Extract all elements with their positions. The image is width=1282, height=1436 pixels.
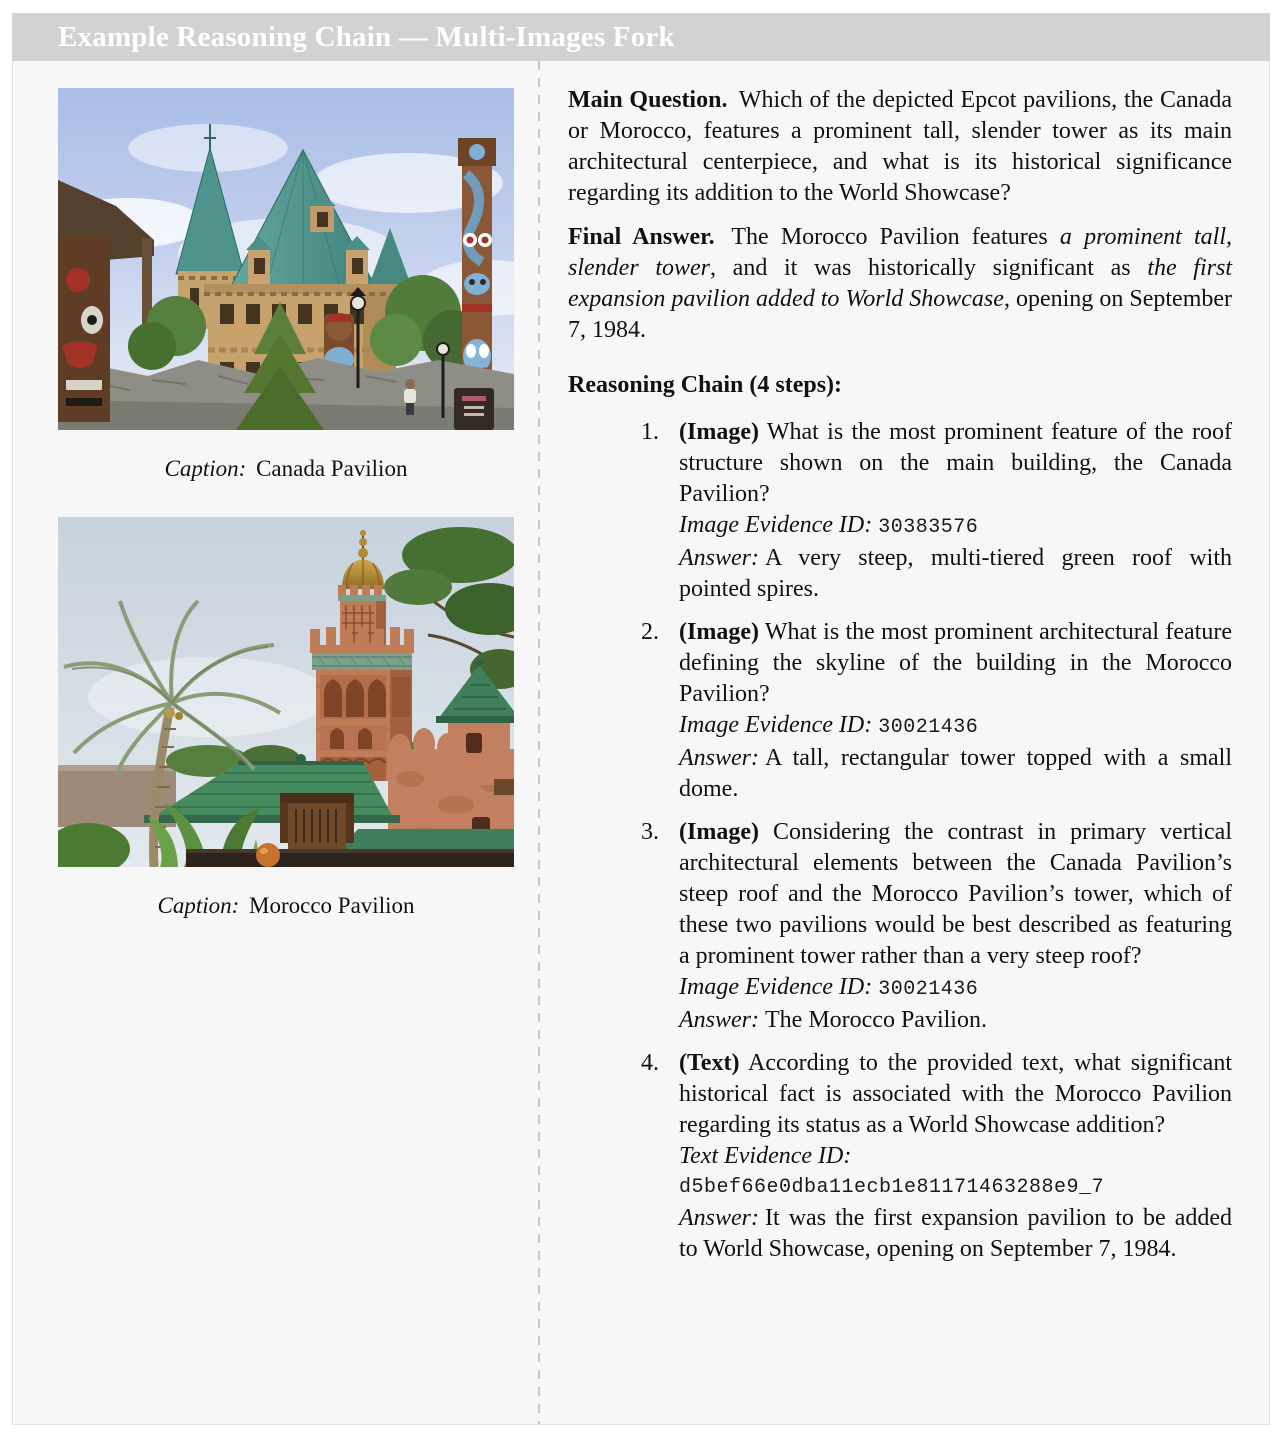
evidence-line [679, 510, 1232, 543]
reasoning-steps-list [568, 417, 1232, 1265]
final-answer: Final Answer. The Morocco Pavilion features a prominent tall, slender tower, and it was historically significant as the first expansion pavilion added to World Showcase, opening on September 7, 1984. [568, 224, 1233, 343]
answer-line [679, 543, 1232, 605]
evidence-id: d5bef66e0dba11ecb1e81171463288e9_7 [679, 1176, 1105, 1199]
answer-line [679, 1005, 1232, 1036]
evidence-line [679, 1141, 1232, 1203]
answer-text: A very steep, multi-tiered green roof with pointed spires. [679, 545, 1232, 602]
figure-body [12, 61, 1270, 1425]
step-number: 1. [641, 419, 659, 445]
reasoning-step-1 [568, 417, 1232, 605]
step-type-label: (Text) [679, 1050, 740, 1076]
figure-header [12, 13, 1270, 61]
caption-label: Caption: [164, 456, 247, 481]
answer-label: Answer: [679, 745, 759, 771]
step-question: (Image) What is the most prominent feature of the roof structure shown on the main building, the Canada Pavilion? [679, 419, 1233, 507]
caption-text: Morocco Pavilion [249, 893, 415, 918]
evidence-id: 30021436 [878, 716, 979, 739]
morocco-caption [58, 891, 514, 921]
image-panel [13, 61, 539, 921]
main-question [568, 85, 1232, 209]
answer-text: A tall, rectangular tower topped with a small dome. [679, 745, 1232, 802]
final-answer-label: Final Answer. [568, 224, 715, 250]
reasoning-step-4 [568, 1048, 1232, 1265]
step-question: (Text) According to the provided text, what significant historical fact is associated with the Morocco Pavilion regarding its status as a World Showcase addition? [679, 1050, 1233, 1138]
evidence-label: Text Evidence ID: [679, 1143, 852, 1169]
evidence-id: 30021436 [878, 978, 979, 1001]
reasoning-step-2 [568, 617, 1232, 805]
reasoning-step-3 [568, 817, 1232, 1036]
evidence-label: Image Evidence ID: [679, 974, 873, 1000]
text-panel [539, 61, 1269, 1277]
step-question: (Image) Considering the contrast in primary vertical architectural elements between the Canada Pavilion’s steep roof and the Morocco Pavilion’s tower, which of these two pavilions would be best described as featuring a prominent tower rather than a very steep roof? [679, 819, 1232, 969]
step-type-label: (Image) [679, 819, 759, 845]
wood-balcony [280, 793, 354, 849]
step-number: 2. [641, 619, 659, 645]
answer-text: It was the first expansion pavilion to be added to World Showcase, opening on September 7, 1984. [679, 1205, 1232, 1262]
step-type-label: (Image) [679, 619, 759, 645]
answer-line [679, 1203, 1232, 1265]
answer-line [679, 743, 1232, 805]
reasoning-chain-figure [12, 13, 1270, 1425]
evidence-line [679, 710, 1232, 743]
caption-text: Canada Pavilion [256, 456, 408, 481]
answer-label: Answer: [679, 1007, 759, 1033]
morocco-pavilion-photo [58, 517, 514, 867]
canada-caption [58, 454, 514, 484]
answer-label: Answer: [679, 545, 759, 571]
answer-label: Answer: [679, 1205, 759, 1231]
step-question: (Image) What is the most prominent architectural feature defining the skyline of the building in the Morocco Pavilion? [679, 619, 1232, 707]
reasoning-chain-heading: Reasoning Chain (4 steps): [568, 372, 843, 398]
step-number: 4. [641, 1050, 659, 1076]
evidence-label: Image Evidence ID: [679, 712, 873, 738]
step-type-label: (Image) [679, 419, 759, 445]
evidence-id: 30383576 [878, 516, 979, 539]
caption-label: Caption: [157, 893, 240, 918]
step-number: 3. [641, 819, 659, 845]
answer-text: The Morocco Pavilion. [765, 1007, 987, 1033]
figure-title: Example Reasoning Chain — Multi-Images Fork [58, 21, 675, 53]
main-question-text: Which of the depicted Epcot pavilions, the Canada or Morocco, features a prominent tall, slender tower as its main architectural centerpiece, and what is its historical significance regarding its addition to the World Showcase? [568, 87, 1232, 206]
morocco-pavilion-illustration [58, 517, 514, 867]
evidence-label: Image Evidence ID: [679, 512, 873, 538]
canada-pavilion-illustration [58, 88, 514, 430]
left-totem [58, 236, 110, 422]
evidence-line [679, 972, 1232, 1005]
canada-pavilion-photo [58, 88, 514, 430]
pavilion-sign [454, 388, 494, 430]
main-question-label: Main Question. [568, 87, 728, 113]
